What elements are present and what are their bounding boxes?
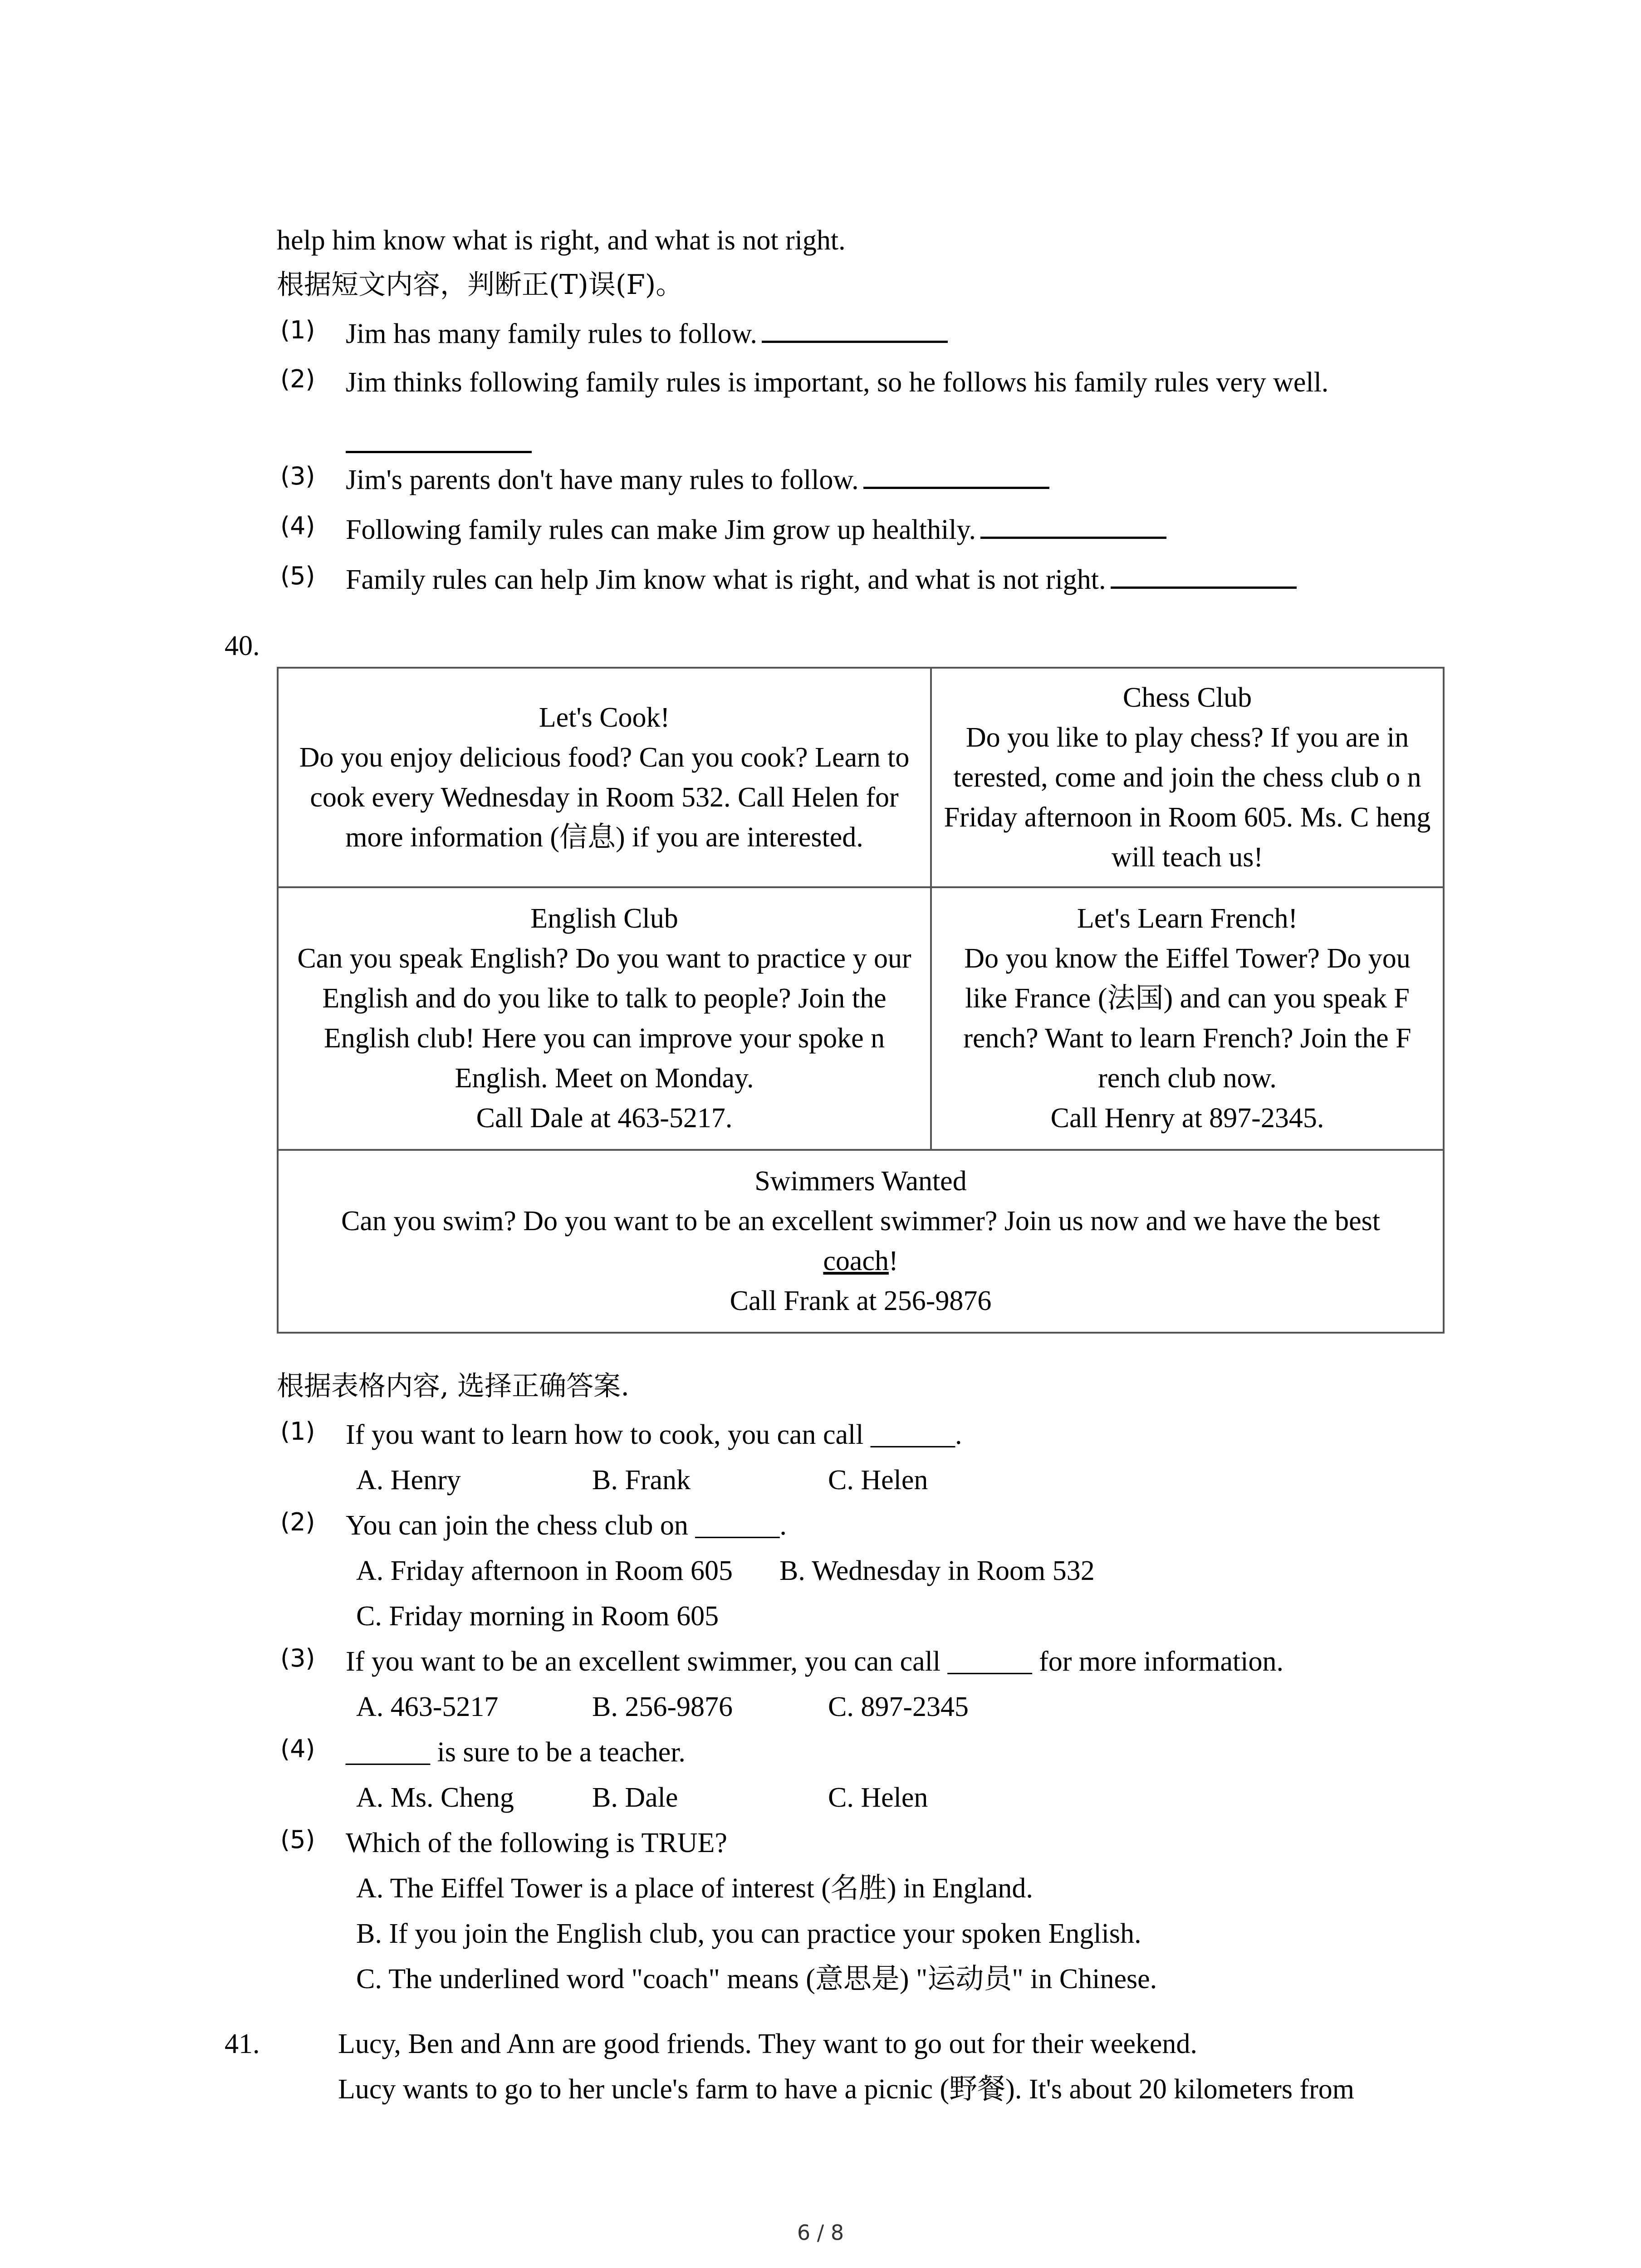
option-b[interactable]: B. Frank [592, 1465, 691, 1496]
option-c[interactable]: C. The underlined word "coach" means (意思是) "运动员" in Chinese. [356, 1964, 1157, 1994]
ad-cook-body: Do you enjoy delicious food? Can you cook? Learn to cook every Wednesday in Room 532. Call Helen for more information (信息) if you are interested. [299, 742, 910, 853]
section-number-40: 40. [225, 631, 260, 661]
option-a[interactable]: A. Friday afternoon in Room 605 [356, 1555, 733, 1586]
ad-swim-call: Call Frank at 256-9876 [730, 1286, 992, 1317]
mc-question-number: (5) [280, 1825, 315, 1854]
ad-cook [278, 668, 931, 887]
tf-question [346, 511, 1166, 548]
option-b[interactable]: B. Dale [592, 1782, 678, 1813]
ad-english-body: Can you speak English? Do you want to practice y our English and do you like to talk to people? Join the English club! Here you can improve your spoke n English. Meet on Monday. [297, 943, 911, 1094]
option-a[interactable]: A. 463-5217 [356, 1691, 499, 1722]
mc-question-number: (1) [280, 1417, 315, 1446]
intro-line: help him know what is right, and what is not right. [277, 225, 846, 256]
mc-question-text: ______ is sure to be a teacher. [346, 1737, 686, 1768]
ad-chess-title: Chess Club [1122, 682, 1252, 713]
tf-question-text: Jim thinks following family rules is important, so he follows his family rules very well. [346, 367, 1329, 398]
tf-question [346, 461, 1049, 498]
answer-blank[interactable] [346, 449, 532, 453]
option-c[interactable]: C. Helen [828, 1782, 928, 1813]
tf-question-number: (2) [280, 365, 315, 393]
option-a[interactable]: A. Henry [356, 1465, 461, 1496]
ad-swim [278, 1150, 1444, 1333]
ad-french-call: Call Henry at 897-2345. [1050, 1103, 1324, 1134]
ad-english [278, 887, 931, 1150]
option-a[interactable]: A. The Eiffel Tower is a place of interest (名胜) in England. [356, 1873, 1033, 1904]
section-number-41: 41. [225, 2028, 260, 2059]
ad-swim-title: Swimmers Wanted [754, 1166, 967, 1197]
tf-question-number: (5) [280, 562, 315, 590]
passage-line: Lucy, Ben and Ann are good friends. They want to go out for their weekend. [338, 2028, 1197, 2059]
ad-chess [931, 668, 1444, 887]
passage-line: Lucy wants to go to her uncle's farm to have a picnic (野餐). It's about 20 kilometers from [338, 2074, 1354, 2105]
mc-question-text: If you want to learn how to cook, you can call ______. [346, 1419, 962, 1450]
option-a[interactable]: A. Ms. Cheng [356, 1782, 514, 1813]
ad-chess-body: Do you like to play chess? If you are in terested, come and join the chess club o n Friday afternoon in Room 605. Ms. C heng will teach us! [944, 722, 1431, 873]
tf-question [346, 315, 948, 352]
answer-blank[interactable] [1111, 561, 1297, 589]
option-c[interactable]: C. Helen [828, 1465, 928, 1496]
tf-question-text: Jim's parents don't have many rules to follow. [346, 464, 859, 495]
ad-english-title: English Club [530, 903, 678, 934]
answer-blank[interactable] [980, 511, 1166, 539]
underlined-word-coach: coach [823, 1246, 889, 1277]
tf-question-number: (1) [280, 316, 315, 344]
tf-question-text: Following family rules can make Jim grow up healthily. [346, 514, 976, 545]
mc-question-number: (3) [280, 1644, 315, 1672]
tf-question-text: Family rules can help Jim know what is right, and what is not right. [346, 564, 1106, 595]
option-c[interactable]: C. Friday morning in Room 605 [356, 1601, 719, 1632]
instruction-multiple-choice: 根据表格内容, 选择正确答案. [277, 1370, 630, 1402]
option-b[interactable]: B. If you join the English club, you can practice your spoken English. [356, 1918, 1141, 1949]
option-c[interactable]: C. 897-2345 [828, 1691, 969, 1722]
mc-question-text: Which of the following is TRUE? [346, 1828, 727, 1858]
ad-english-call: Call Dale at 463-5217. [476, 1103, 733, 1134]
ad-french-body: Do you know the Eiffel Tower? Do you like France (法国) and can you speak F rench? Want to learn French? Join the F rench club now. [963, 943, 1411, 1094]
tf-question-number: (4) [280, 512, 315, 540]
ad-swim-body: Can you swim? Do you want to be an excellent swimmer? Join us now and we have the best [341, 1206, 1381, 1237]
ad-french-title: Let's Learn French! [1077, 903, 1298, 934]
tf-question [346, 561, 1297, 598]
option-b[interactable]: B. Wednesday in Room 532 [779, 1555, 1095, 1586]
instruction-true-false: 根据短文内容，判断正(T)误(F)。 [277, 269, 683, 301]
ad-french [931, 887, 1444, 1150]
tf-question-number: (3) [280, 462, 315, 490]
answer-blank[interactable] [762, 315, 948, 343]
tf-question-text: Jim has many family rules to follow. [346, 318, 757, 349]
answer-blank[interactable] [863, 461, 1049, 489]
page-number: 6 / 8 [797, 2220, 844, 2245]
ads-table [277, 667, 1445, 1334]
ad-cook-title: Let's Cook! [539, 702, 670, 733]
mc-question-text: You can join the chess club on ______. [346, 1510, 787, 1541]
mc-question-number: (4) [280, 1735, 315, 1763]
ad-swim-coach-line [289, 1241, 1432, 1281]
mc-question-number: (2) [280, 1508, 315, 1536]
mc-question-text: If you want to be an excellent swimmer, you can call ______ for more information. [346, 1646, 1284, 1677]
exclamation: ! [888, 1246, 898, 1277]
option-b[interactable]: B. 256-9876 [592, 1691, 733, 1722]
